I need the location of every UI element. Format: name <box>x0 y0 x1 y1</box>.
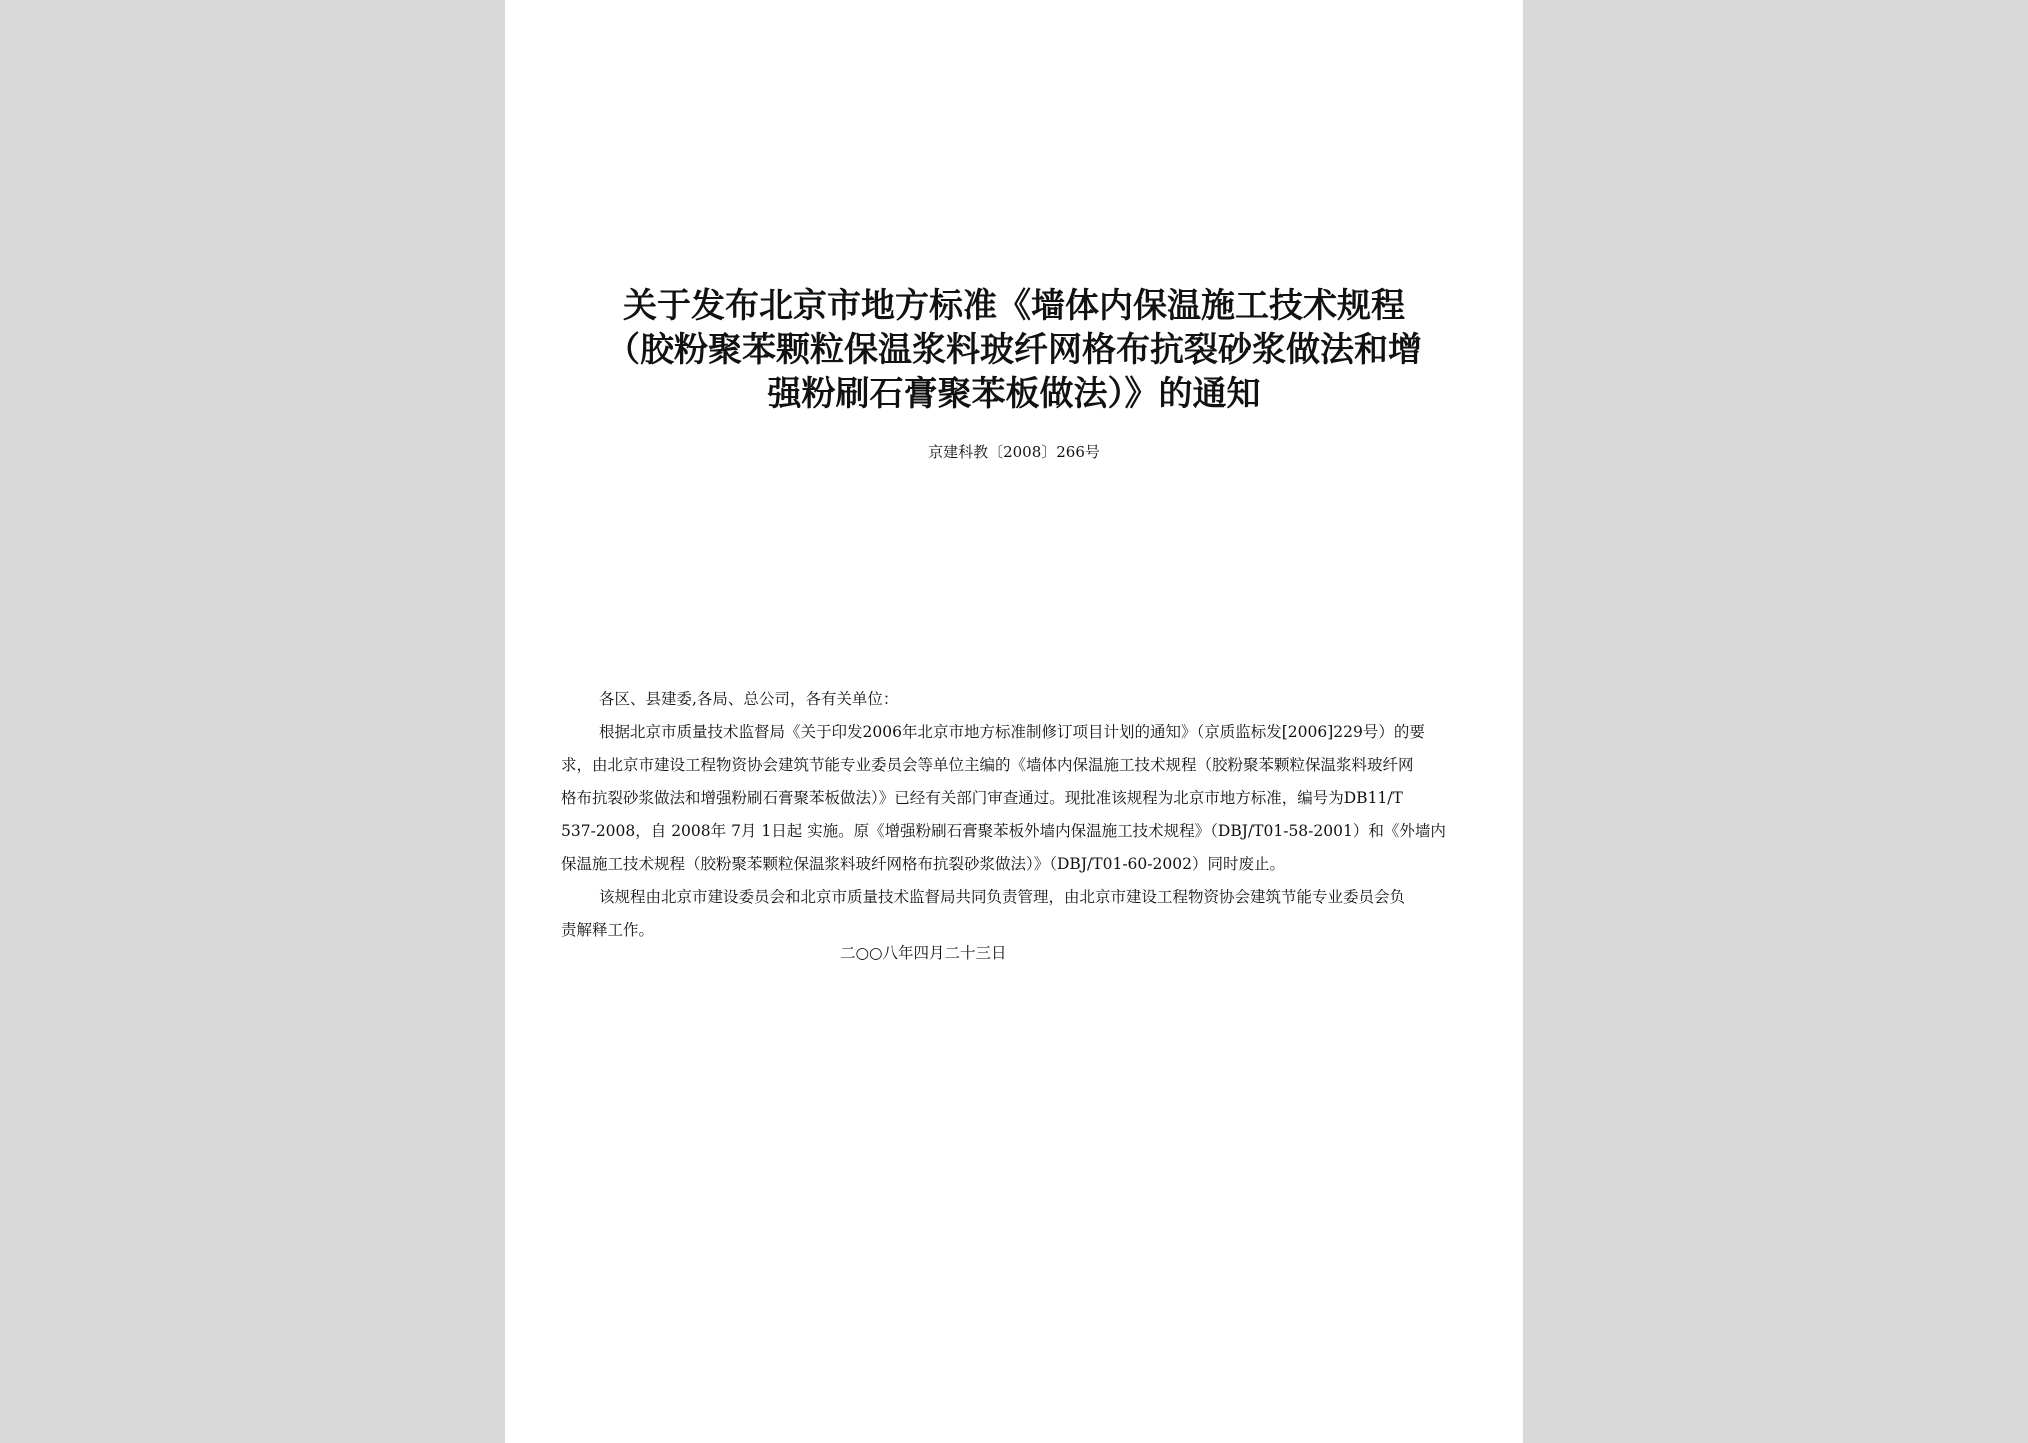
document-date: 二○○八年四月二十三日 <box>840 944 1007 962</box>
paragraph-2-line-1: 该规程由北京市建设委员会和北京市质量技术监督局共同负责管理，由北京市建设工程物资协会建筑节能专业委员会负 <box>599 888 1406 906</box>
title-line-2: （胶粉聚苯颗粒保温浆料玻纤网格布抗裂砂浆做法和增 <box>606 330 1422 370</box>
paragraph-2-line-2: 责解释工作。 <box>561 921 655 939</box>
document-number: 京建科教〔2008〕266号 <box>928 443 1100 461</box>
salutation: 各区、县建委,各局、总公司，各有关单位： <box>599 690 899 708</box>
paragraph-1-line-1: 根据北京市质量技术监督局《关于印发2006年北京市地方标准制修订项目计划的通知》（京质监标发[2006]229号）的要 <box>599 723 1425 741</box>
document-title <box>505 284 1523 416</box>
document-page <box>505 0 1523 1443</box>
paragraph-1-line-4: 537-2008，自 2008年 7月 1日起 实施。原《增强粉刷石膏聚苯板外墙内保温施工技术规程》（DBJ/T01-58-2001）和《外墙内 <box>561 822 1446 840</box>
document-body <box>561 683 1477 947</box>
paragraph-1-line-5: 保温施工技术规程（胶粉聚苯颗粒保温浆料玻纤网格布抗裂砂浆做法）》（DBJ/T01-60-2002）同时废止。 <box>561 855 1285 873</box>
paragraph-1-line-2: 求，由北京市建设工程物资协会建筑节能专业委员会等单位主编的《墙体内保温施工技术规程（胶粉聚苯颗粒保温浆料玻纤网 <box>561 756 1414 774</box>
title-line-1: 关于发布北京市地方标准《墙体内保温施工技术规程 <box>623 286 1405 326</box>
paragraph-1-line-3: 格布抗裂砂浆做法和增强粉刷石膏聚苯板做法）》已经有关部门审查通过。现批准该规程为北京市地方标准，编号为DB11/T <box>561 789 1403 807</box>
title-line-3: 强粉刷石膏聚苯板做法）》的通知 <box>767 374 1261 414</box>
